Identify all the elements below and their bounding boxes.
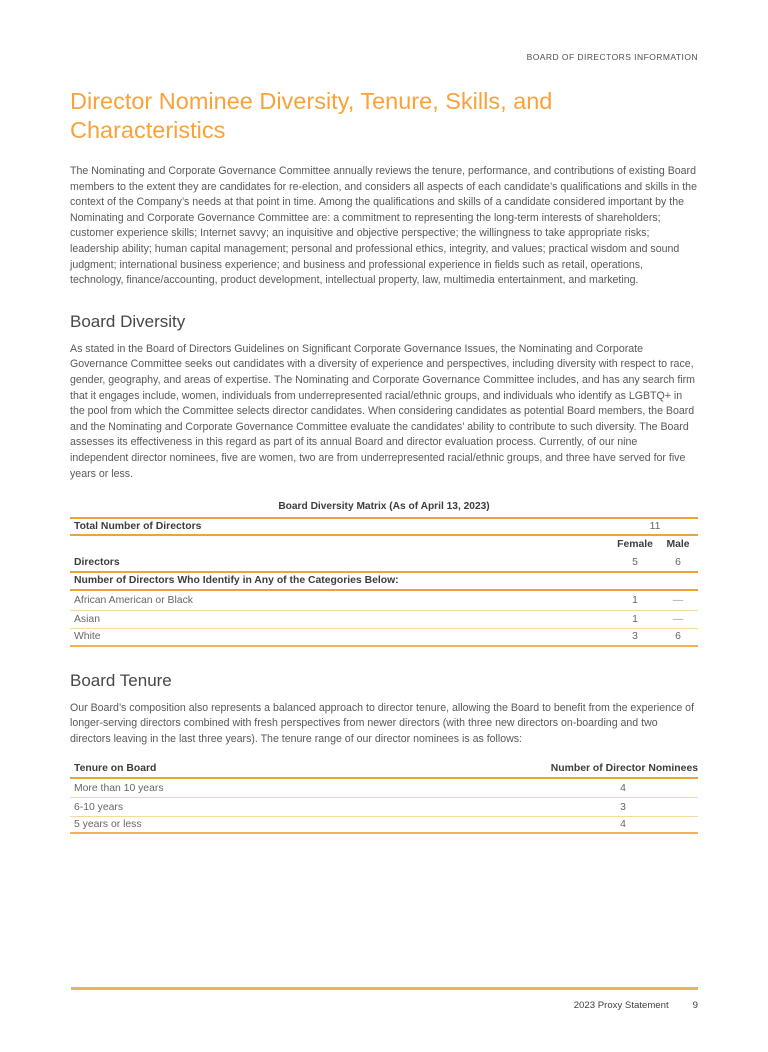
total-directors-label: Total Number of Directors [74, 520, 202, 532]
table-row [70, 573, 698, 592]
directors-male-value: 6 [675, 556, 681, 568]
tenure-label: More than 10 years [74, 782, 164, 794]
running-header: BOARD OF DIRECTORS INFORMATION [526, 52, 698, 62]
table-row [70, 554, 698, 573]
board-diversity-paragraph: As stated in the Board of Directors Guidelines on Significant Corporate Governance Issues, the Nominating and Corporate Governance Committee seeks out candidates with a diversity of experience and perspectives, including diversity with respect to race, gender, geography, and areas of expertise. The Nominating and Corporate Governance Committee includes, and has any search firm that it engages include, women, individuals from underrepresented racial/ethnic groups, and individuals who identify as LGBTQ+ in the pool from which the Committee selects director candidates. When considering candidates as potential Board members, the Board and the Nominating and Corporate Governance Committee evaluate the candidates’ ability to contribute to such diversity. The Board assesses its effectiveness in this regard as part of its annual Board and director evaluation process. Currently, of our nine independent director nominees, five are women, two are from underrepresented racial/ethnic groups, and three have served for five years or less. [70, 342, 695, 480]
page-footer [574, 1000, 698, 1011]
tenure-label: 6-10 years [74, 801, 124, 813]
tenure-label: 5 years or less [74, 819, 142, 831]
table-row [70, 591, 698, 610]
intro-paragraph: The Nominating and Corporate Governance Committee annually reviews the tenure, performance, and contributions of existing Board members to the extent they are candidates for re-election, and considers all aspects of each candidate’s qualifications and skills in the context of the Company’s needs at that point in time. Among the qualifications and skills of a candidate considered important by the Nominating and Corporate Governance Committee are: a commitment to representing the long-term interests of shareholders; customer experience skills; Internet savvy; an inquisitive and objective perspective; the willingness to take appropriate risks; leadership ability; human capital management; personal and professional ethics, integrity, and values; practical wisdom and sound judgment; international business experience; and business and professional experience in fields such as retail, operations, technology, finance/accounting, product development, intellectual property, law, multimedia entertainment, and marketing. [70, 165, 697, 287]
tenure-table [70, 760, 698, 834]
footer-page-number: 9 [692, 1000, 698, 1011]
column-header-tenure: Tenure on Board [74, 763, 157, 775]
board-tenure-heading: Board Tenure [70, 670, 172, 690]
category-female-value: 1 [632, 613, 638, 625]
category-label: White [74, 631, 101, 643]
category-female-value: 1 [632, 594, 638, 606]
category-label: African American or Black [74, 594, 193, 606]
tenure-value: 3 [620, 801, 626, 813]
tenure-value: 4 [620, 782, 626, 794]
page-title: Director Nominee Diversity, Tenure, Skills, and Characteristics [70, 88, 553, 143]
board-diversity-heading: Board Diversity [70, 311, 186, 331]
directors-row-label: Directors [74, 556, 120, 568]
table-header-row [70, 536, 698, 555]
diversity-matrix-table [70, 517, 698, 647]
total-directors-value: 11 [649, 520, 661, 532]
column-header-female: Female [617, 539, 653, 551]
category-label: Asian [74, 613, 100, 625]
category-male-value: 6 [675, 631, 681, 643]
proxy-statement-page [0, 52, 768, 1052]
footer-divider [71, 987, 698, 990]
table-row [70, 779, 698, 798]
directors-female-value: 5 [632, 556, 638, 568]
table-row [70, 797, 698, 816]
table-row [70, 816, 698, 835]
table-row [70, 517, 698, 536]
footer-document-label: 2023 Proxy Statement [573, 1000, 669, 1011]
table-header-row [70, 760, 698, 779]
diversity-matrix-title: Board Diversity Matrix (As of April 13, 2023) [278, 501, 490, 513]
category-female-value: 3 [632, 631, 638, 643]
board-tenure-paragraph: Our Board’s composition also represents a balanced approach to director tenure, allowing the Board to benefit from the experience of longer-serving directors combined with fresh perspectives from newer directors (with three new directors on-boarding and two directors leaving in the last three years). The tenure range of our director nominees is as follows: [70, 701, 695, 745]
column-header-nominees: Number of Director Nominees [550, 763, 698, 775]
category-male-value: — [672, 613, 684, 625]
categories-header-label: Number of Directors Who Identify in Any of the Categories Below: [74, 575, 399, 587]
column-header-male: Male [666, 539, 690, 551]
table-row [70, 610, 698, 629]
tenure-value: 4 [620, 819, 626, 831]
category-male-value: — [672, 594, 684, 606]
table-row [70, 628, 698, 647]
